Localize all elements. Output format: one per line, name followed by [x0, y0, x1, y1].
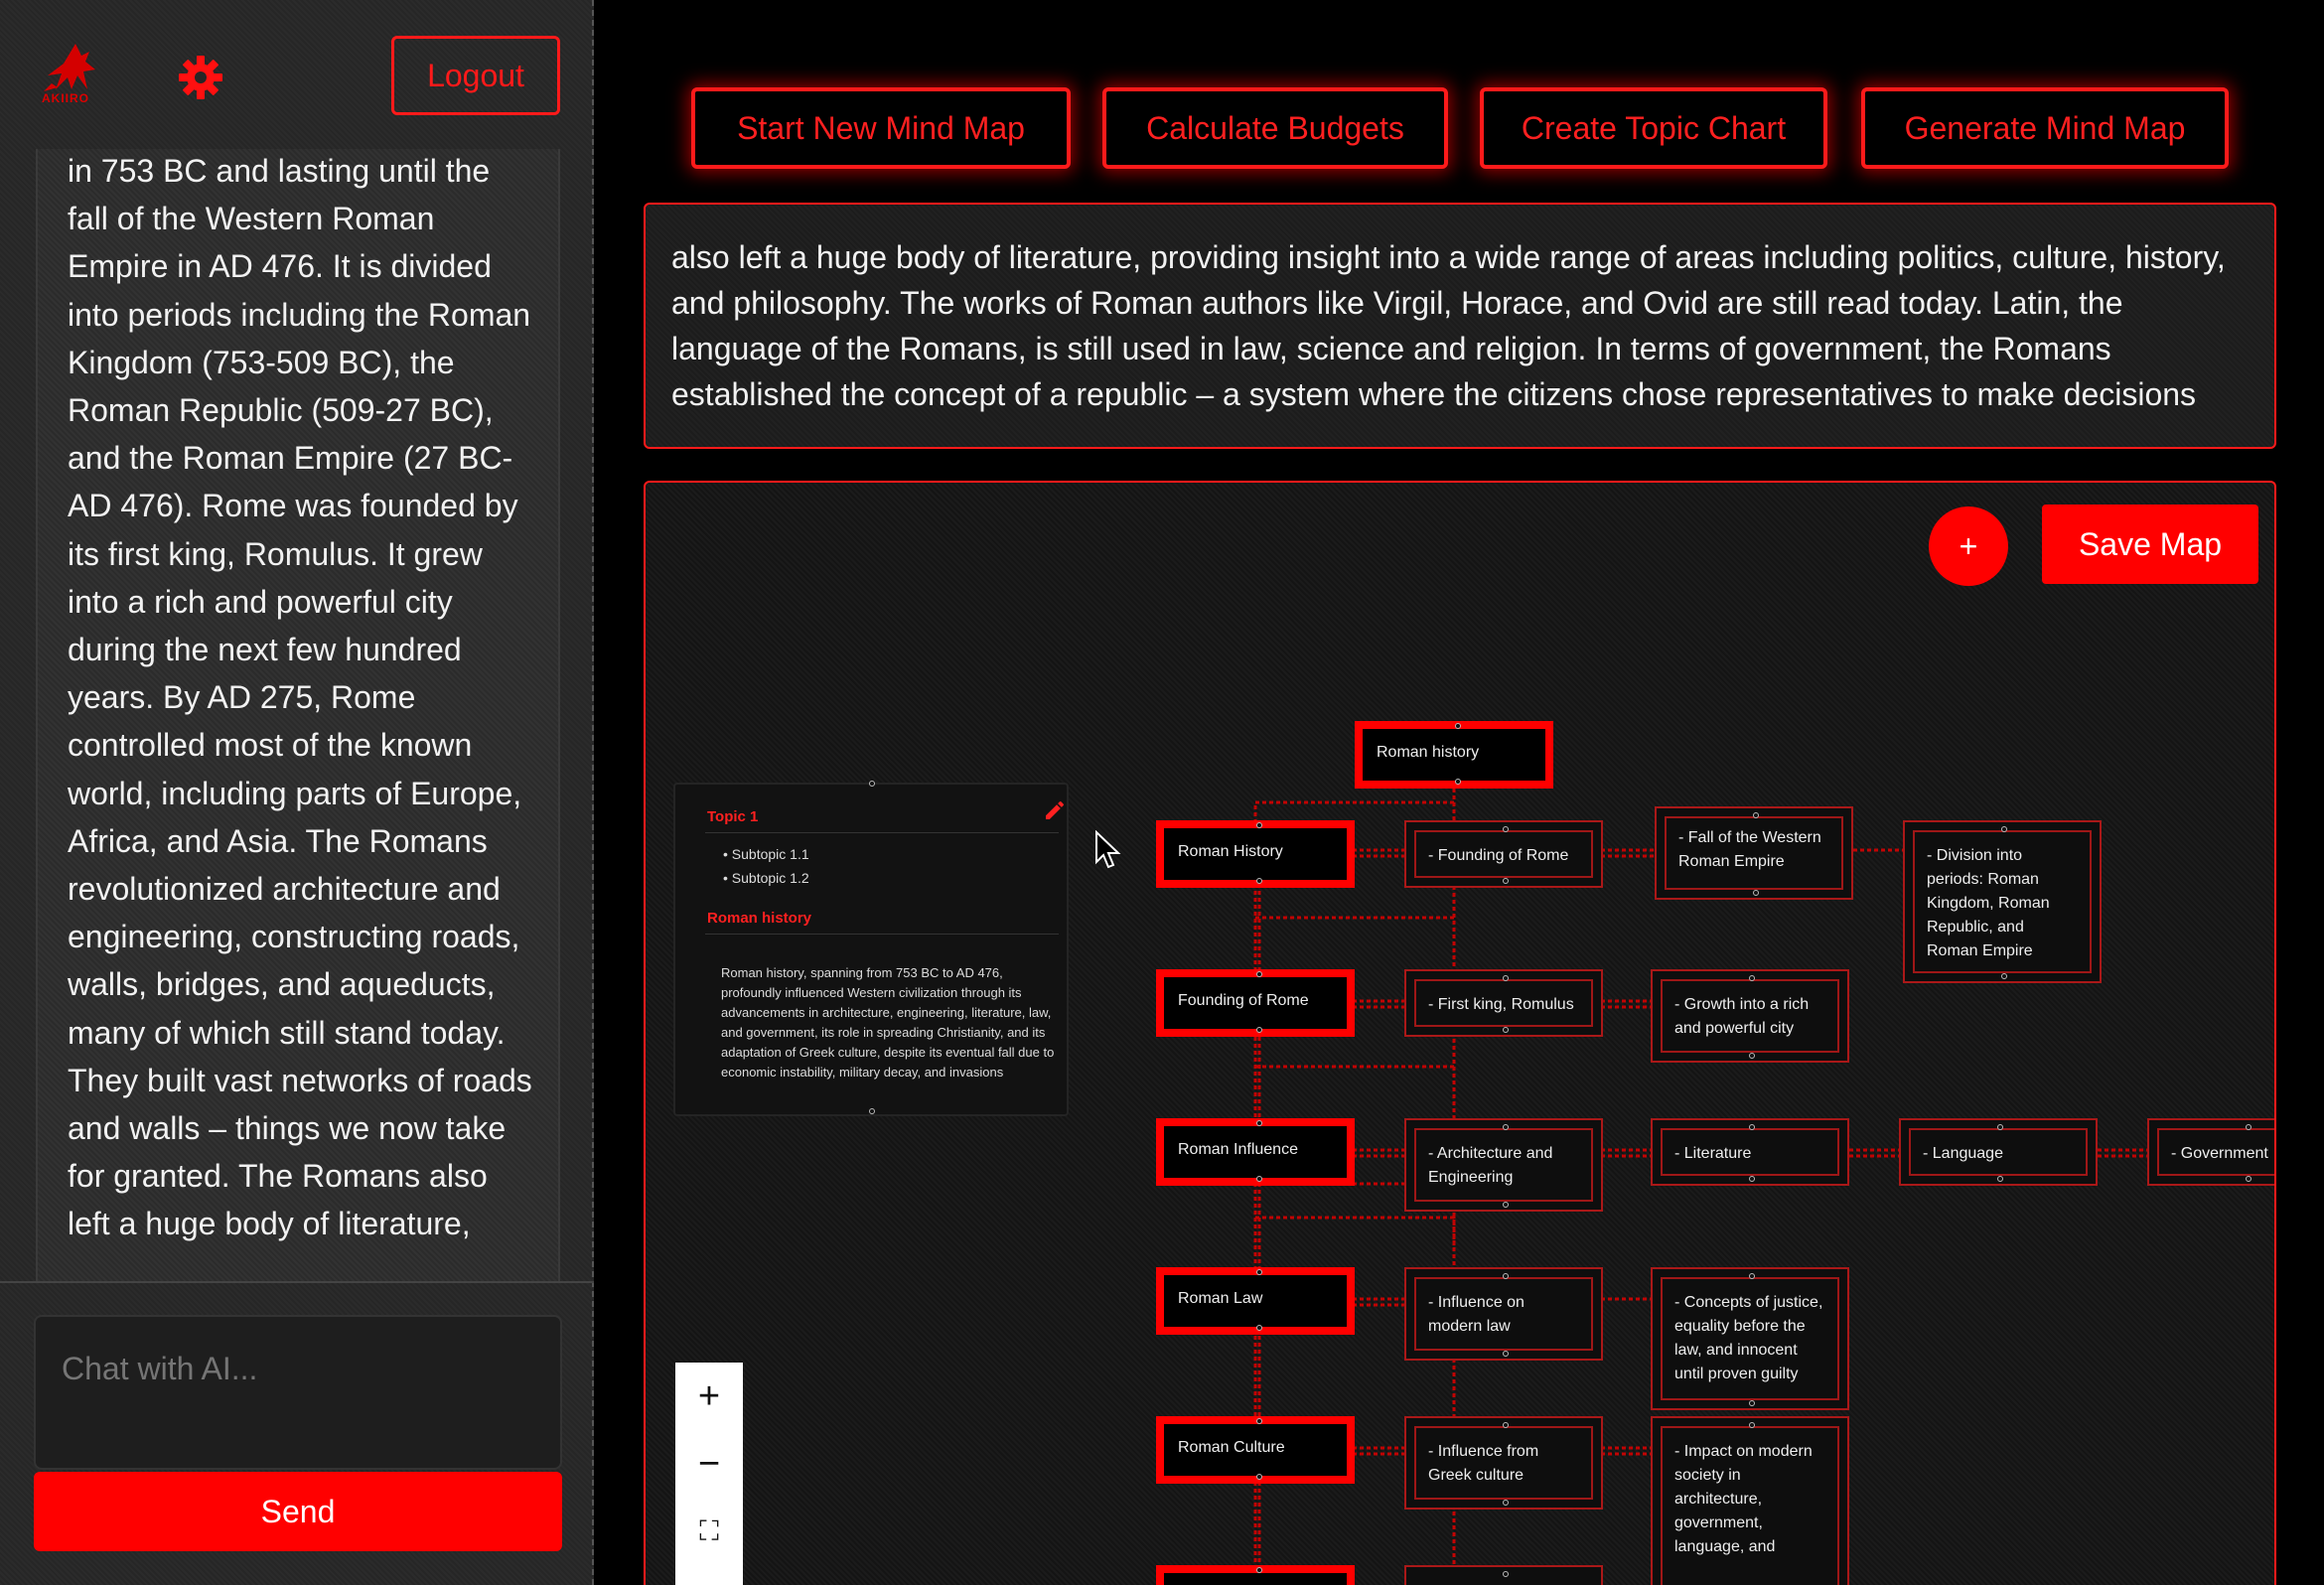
- sub-node[interactable]: [1651, 1118, 1849, 1186]
- calculate-budgets-button[interactable]: Calculate Budgets: [1102, 87, 1448, 169]
- sub-node[interactable]: [1404, 969, 1603, 1037]
- connection-handle[interactable]: [1997, 1124, 2003, 1130]
- connection-handle[interactable]: [1455, 723, 1461, 729]
- section-body: Roman history, spanning from 753 BC to AD 476, profoundly influenced Western civilization through its advancements in architecture, engineering, literature, law, and government, its role in spreading Christianity, and its adaptation of Greek culture, despite its eventual fall due to economic instability, military decay, and invasions: [721, 965, 1055, 1080]
- sub-node[interactable]: [1899, 1118, 2098, 1186]
- main-node[interactable]: [1156, 969, 1355, 1037]
- connection-handle[interactable]: [1503, 1124, 1509, 1130]
- sub-node[interactable]: [1655, 806, 1853, 900]
- generate-mind-map-button[interactable]: Generate Mind Map: [1861, 87, 2229, 169]
- connection-handle[interactable]: [1256, 1474, 1262, 1480]
- connection-handle[interactable]: [1256, 1325, 1262, 1331]
- root-node[interactable]: [1355, 721, 1553, 789]
- connection-handle[interactable]: [1749, 1053, 1755, 1059]
- subtopic-item: • Subtopic 1.1: [723, 846, 809, 862]
- connection-handle[interactable]: [1503, 1351, 1509, 1357]
- connection-handle[interactable]: [1256, 1176, 1262, 1182]
- connection-handle[interactable]: [1503, 1500, 1509, 1506]
- create-topic-chart-button[interactable]: Create Topic Chart: [1480, 87, 1827, 169]
- sidebar-divider: [0, 1281, 594, 1283]
- sub-node[interactable]: [1651, 1267, 1849, 1410]
- connection-handle[interactable]: [1749, 975, 1755, 981]
- connection-handle[interactable]: [2246, 1176, 2251, 1182]
- main-node[interactable]: [1156, 1565, 1355, 1585]
- topic-title: Topic 1: [707, 808, 759, 825]
- sub-node-label: - Architecture and Engineering: [1414, 1128, 1593, 1202]
- connection-handle[interactable]: [869, 781, 875, 787]
- sub-node[interactable]: [1404, 1565, 1603, 1585]
- sub-node[interactable]: [1404, 1118, 1603, 1212]
- mind-map-canvas[interactable]: [644, 481, 2276, 1585]
- section-title: Roman history: [707, 910, 812, 927]
- connection-handle[interactable]: [2001, 973, 2007, 979]
- chat-log[interactable]: [36, 149, 560, 1281]
- edit-pencil-icon[interactable]: [1043, 798, 1067, 822]
- connection-handle[interactable]: [1455, 779, 1461, 785]
- sub-node-label: - Fall of the Western Roman Empire: [1665, 816, 1843, 890]
- add-node-button[interactable]: +: [1929, 506, 2008, 586]
- sub-node[interactable]: [1404, 820, 1603, 888]
- sub-node-label: - Influence on modern law: [1414, 1277, 1593, 1351]
- connection-handle[interactable]: [2246, 1124, 2251, 1130]
- subtopic-item: • Subtopic 1.2: [723, 870, 809, 886]
- fit-view-button[interactable]: ⛶: [699, 1514, 719, 1546]
- root-node-label: Roman history: [1377, 744, 1480, 761]
- connection-handle[interactable]: [1256, 822, 1262, 828]
- connection-handle[interactable]: [1749, 1422, 1755, 1428]
- connection-handle[interactable]: [1749, 1124, 1755, 1130]
- topic-card[interactable]: [673, 783, 1069, 1116]
- sub-node-label: - Language: [1909, 1128, 2088, 1176]
- logo-text: AKIIRO: [42, 91, 89, 105]
- sub-node-label: - Concepts of justice, equality before the law, and innocent until proven guilty: [1661, 1277, 1839, 1400]
- connection-handle[interactable]: [1503, 1273, 1509, 1279]
- zoom-controls: [675, 1363, 743, 1585]
- sub-node-label: - Division into periods: Roman Kingdom, Roman Republic, and Roman Empire: [1913, 830, 2092, 973]
- connection-handle[interactable]: [1503, 878, 1509, 884]
- send-button[interactable]: Send: [34, 1472, 562, 1551]
- sidebar: [0, 0, 594, 1585]
- connection-handle[interactable]: [1256, 1120, 1262, 1126]
- connection-handle[interactable]: [2001, 826, 2007, 832]
- divider: [705, 832, 1059, 833]
- connection-handle[interactable]: [1753, 890, 1759, 896]
- save-map-button[interactable]: Save Map: [2042, 504, 2258, 584]
- connection-handle[interactable]: [1753, 812, 1759, 818]
- sub-node[interactable]: [1404, 1416, 1603, 1510]
- sidebar-header: [0, 0, 594, 149]
- connection-handle[interactable]: [1997, 1176, 2003, 1182]
- sub-node[interactable]: [1903, 820, 2102, 983]
- connection-handle[interactable]: [869, 1108, 875, 1114]
- text-panel-content: also left a huge body of literature, providing insight into a wide range of areas including politics, culture, history, and philosophy. The works of Roman authors like Virgil, Horace, and Ovid are still read today. Latin, the language of the Romans, is still used in law, science and religion. In terms of government, the Romans established the concept of a republic – a system where the citizens chose representatives to make decisions: [671, 239, 2226, 412]
- sub-node-label: - Founding of Rome: [1414, 830, 1593, 878]
- zoom-in-button[interactable]: +: [697, 1374, 721, 1417]
- connection-handle[interactable]: [1749, 1273, 1755, 1279]
- gear-icon[interactable]: [177, 54, 224, 101]
- sub-node-label: - Impact on modern society in architecture, government, language, and: [1661, 1426, 1839, 1585]
- zoom-out-button[interactable]: −: [697, 1442, 721, 1485]
- sub-node[interactable]: [1651, 969, 1849, 1063]
- connection-handle[interactable]: [1256, 1418, 1262, 1424]
- main-node-label: Roman Influence: [1178, 1141, 1298, 1158]
- connection-handle[interactable]: [1503, 1202, 1509, 1208]
- main-node[interactable]: [1156, 1267, 1355, 1335]
- connection-handle[interactable]: [1503, 826, 1509, 832]
- connection-handle[interactable]: [1749, 1176, 1755, 1182]
- sub-node-label: - Literature: [1661, 1128, 1839, 1176]
- connection-handle[interactable]: [1503, 1571, 1509, 1577]
- connection-handle[interactable]: [1256, 1027, 1262, 1033]
- sub-node[interactable]: [2147, 1118, 2276, 1186]
- main-node-label: Roman Culture: [1178, 1439, 1285, 1456]
- main-node-label: Roman Law: [1178, 1290, 1263, 1307]
- connection-handle[interactable]: [1503, 975, 1509, 981]
- connection-handle[interactable]: [1503, 1027, 1509, 1033]
- main-node[interactable]: [1156, 820, 1355, 888]
- sub-node[interactable]: [1651, 1416, 1849, 1585]
- main-node[interactable]: [1156, 1416, 1355, 1484]
- chat-message: in 753 BC and lasting until the fall of the Western Roman Empire in AD 476. It is divided into periods including the Roman Kingdom (753-509 BC), the Roman Republic (509-27 BC), and the Roman Empire (27 BC-AD 476). Rome was founded by its first king, Romulus. It grew into a rich and powerful city during the next few hundred years. By AD 275, Rome controlled most of the known world, including parts of Europe, Africa, and Asia. The Romans revolutionized architecture and engineering, constructing roads, walls, bridges, and aqueducts, many of which still stand today. They built vast networks of roads and walls – things we now take for granted. The Romans also left a huge body of literature,: [68, 153, 532, 1242]
- main-node-label: Roman History: [1178, 843, 1283, 860]
- divider: [705, 934, 1059, 935]
- chat-input[interactable]: [34, 1315, 562, 1470]
- sub-node-label: - First king, Romulus: [1414, 979, 1593, 1027]
- sub-node-label: - Influence from Greek culture: [1414, 1426, 1593, 1500]
- connection-handle[interactable]: [1749, 1400, 1755, 1406]
- logout-button[interactable]: Logout: [391, 36, 560, 115]
- sub-node[interactable]: [1404, 1267, 1603, 1361]
- mouse-cursor-icon: [1094, 830, 1122, 870]
- connection-handle[interactable]: [1256, 1269, 1262, 1275]
- connection-handle[interactable]: [1256, 971, 1262, 977]
- main-node[interactable]: [1156, 1118, 1355, 1186]
- main-node-label: Founding of Rome: [1178, 992, 1309, 1009]
- sub-node-label: - Government: [2157, 1128, 2276, 1176]
- connection-handle[interactable]: [1256, 878, 1262, 884]
- connection-handle[interactable]: [1503, 1422, 1509, 1428]
- connection-handle[interactable]: [1256, 1567, 1262, 1573]
- sub-node-label: - Growth into a rich and powerful city: [1661, 979, 1839, 1053]
- text-panel[interactable]: [644, 203, 2276, 449]
- start-new-mind-map-button[interactable]: Start New Mind Map: [691, 87, 1071, 169]
